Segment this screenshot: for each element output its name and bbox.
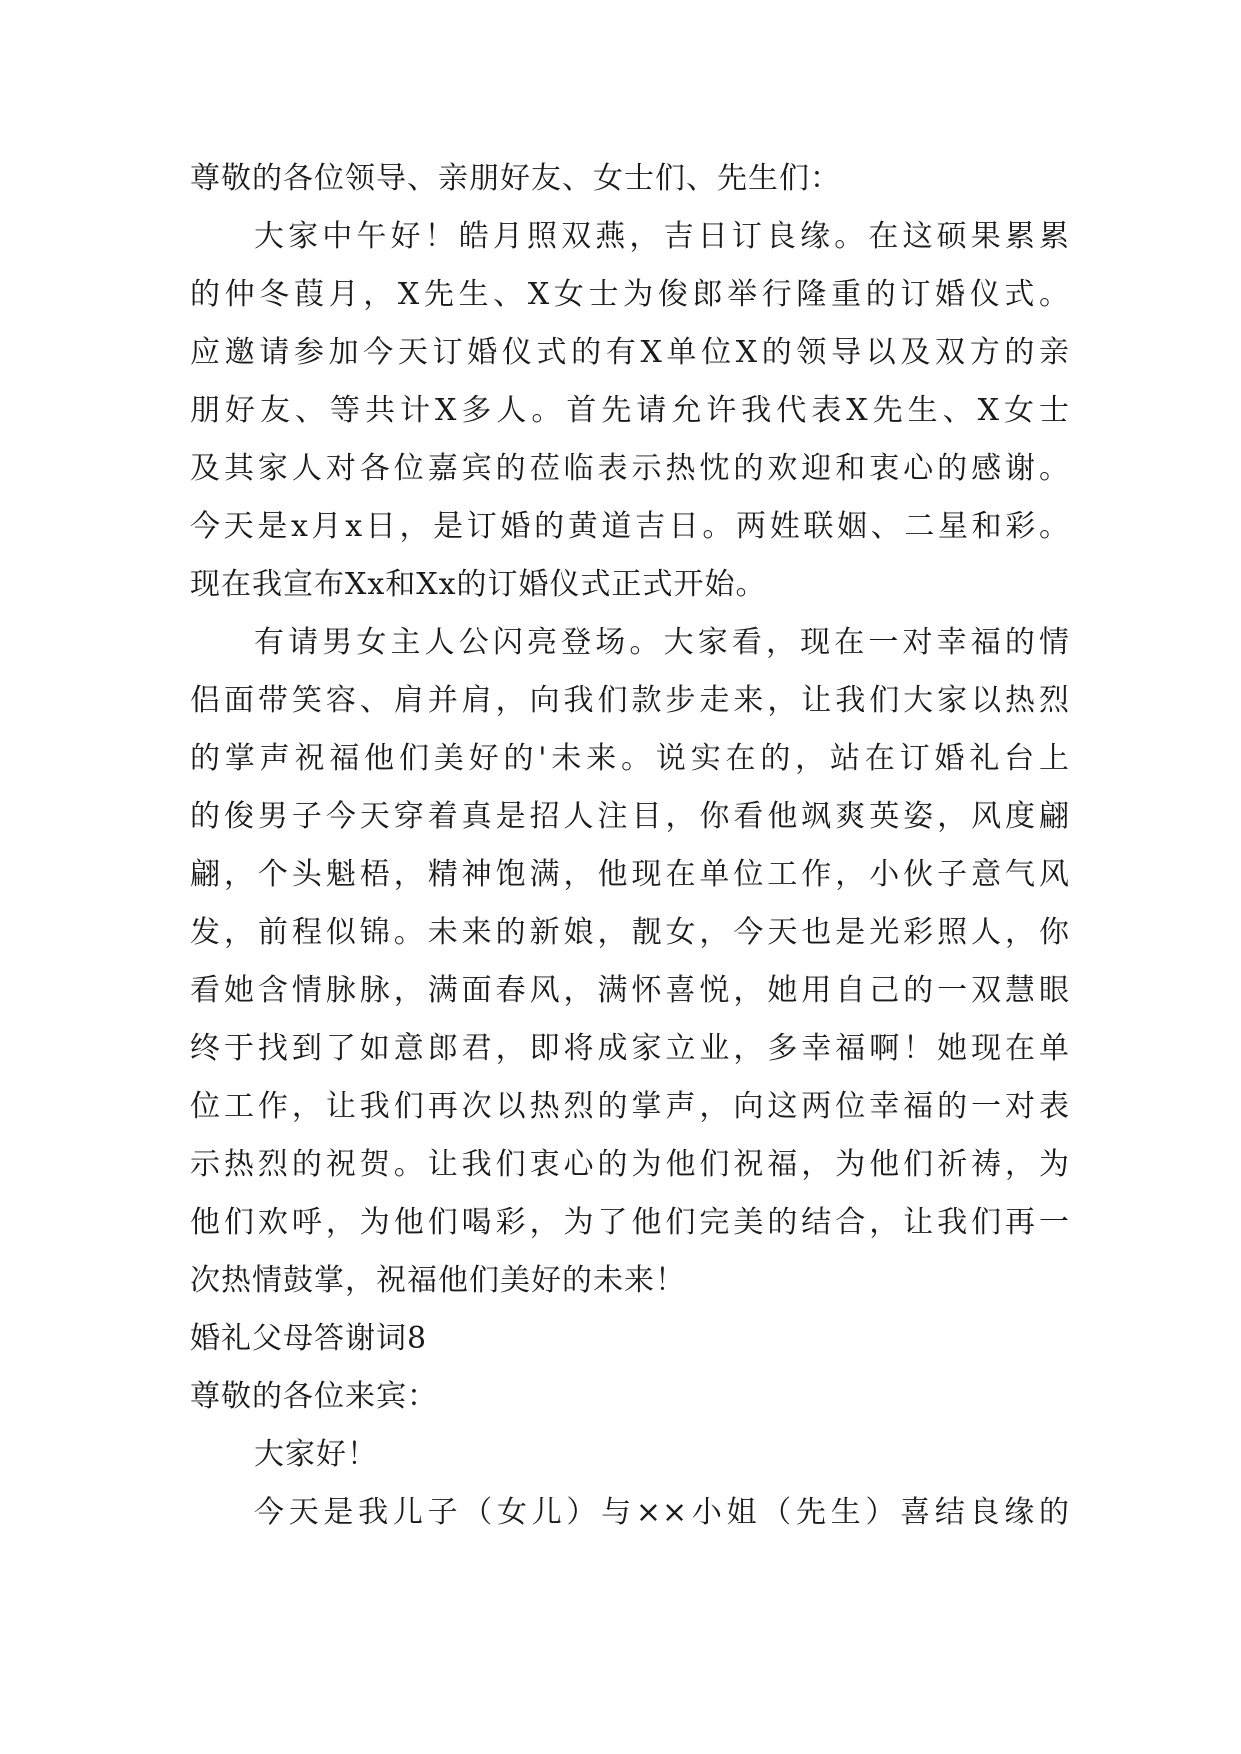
- greeting-line: 尊敬的各位领导、亲朋好友、女士们、先生们：: [190, 161, 841, 196]
- paragraph-line: 现在我宣布Xx和Xx的订婚仪式正式开始。: [190, 567, 767, 602]
- paragraph-line: 位工作，让我们再次以热烈的掌声，向这两位幸福的一对表: [190, 1089, 1070, 1124]
- section-greeting: 尊敬的各位来宾：: [190, 1379, 438, 1414]
- paragraph-1: [190, 208, 1070, 614]
- paragraph-line: 发，前程似锦。未来的新娘，靓女，今天也是光彩照人，你: [190, 915, 1070, 950]
- paragraph-line: 他们欢呼，为他们喝彩，为了他们完美的结合，让我们再一: [190, 1205, 1070, 1240]
- document-body: [190, 150, 1070, 1542]
- section-hello: 大家好！: [254, 1437, 378, 1472]
- paragraph-line: 的掌声祝福他们美好的'未来。说实在的，站在订婚礼台上: [190, 741, 1070, 776]
- paragraph-2: [190, 614, 1070, 1310]
- paragraph-line: 终于找到了如意郎君，即将成家立业，多幸福啊！她现在单: [190, 1031, 1070, 1066]
- section-paragraph-line: 今天是我儿子（女儿）与××小姐（先生）喜结良缘的: [254, 1495, 1070, 1530]
- paragraph-line: 次热情鼓掌，祝福他们美好的未来！: [190, 1263, 686, 1298]
- paragraph-line: 有请男女主人公闪亮登场。大家看，现在一对幸福的情: [254, 625, 1070, 660]
- paragraph-line: 翩，个头魁梧，精神饱满，他现在单位工作，小伙子意气风: [190, 857, 1070, 892]
- paragraph-line: 应邀请参加今天订婚仪式的有X单位X的领导以及双方的亲: [190, 335, 1070, 370]
- paragraph-line: 今天是x月x日，是订婚的黄道吉日。两姓联姻、二星和彩。: [190, 509, 1070, 544]
- paragraph-line: 的俊男子今天穿着真是招人注目，你看他飒爽英姿，风度翩: [190, 799, 1070, 834]
- paragraph-line: 的仲冬葭月，X先生、X女士为俊郎举行隆重的订婚仪式。: [190, 277, 1070, 312]
- paragraph-line: 及其家人对各位嘉宾的莅临表示热忱的欢迎和衷心的感谢。: [190, 451, 1070, 486]
- paragraph-line: 侣面带笑容、肩并肩，向我们款步走来，让我们大家以热烈: [190, 683, 1070, 718]
- paragraph-line: 看她含情脉脉，满面春风，满怀喜悦，她用自己的一双慧眼: [190, 973, 1070, 1008]
- paragraph-line: 朋好友、等共计X多人。首先请允许我代表X先生、X女士: [190, 393, 1070, 428]
- paragraph-line: 大家中午好！皓月照双燕，吉日订良缘。在这硕果累累: [254, 219, 1070, 254]
- section-title: 婚礼父母答谢词8: [190, 1321, 428, 1356]
- paragraph-line: 示热烈的祝贺。让我们衷心的为他们祝福，为他们祈祷，为: [190, 1147, 1070, 1182]
